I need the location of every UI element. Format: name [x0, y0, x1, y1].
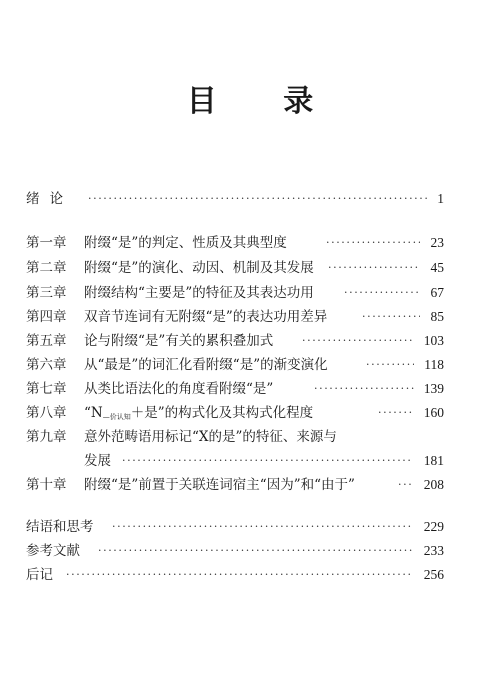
- toc-page-number: 256: [423, 567, 444, 582]
- toc-page-number: 1: [437, 191, 444, 206]
- toc-entry-chapter-9[interactable]: [26, 426, 444, 448]
- toc-page-number: 139: [423, 381, 444, 396]
- leader-dots: [98, 540, 412, 562]
- chapter-label: 第十章: [26, 477, 67, 493]
- leader-dots: [366, 354, 414, 376]
- toc-entry-intro[interactable]: [26, 188, 444, 210]
- chapter-title: 论与附缀“是”有关的累积叠加式: [84, 333, 274, 349]
- leader-dots: [88, 188, 428, 210]
- toc-page-number: 160: [423, 405, 444, 420]
- chapter-title: 双音节连词有无附缀“是”的表达功用差异: [84, 309, 328, 325]
- chapter-title: 从“最是”的词汇化看附缀“是”的渐变演化: [84, 357, 328, 373]
- chapter-label: 第九章: [26, 429, 67, 445]
- toc-entry-conclusion[interactable]: [26, 516, 444, 538]
- leader-dots: [314, 378, 414, 400]
- chapter-label: 第一章: [26, 235, 67, 251]
- leader-dots: [362, 306, 420, 328]
- leader-dots: [398, 474, 412, 496]
- toc-entry-references[interactable]: [26, 540, 444, 562]
- chapter-title: 意外范畴语用标记“X的是”的特征、来源与: [84, 429, 337, 445]
- leader-dots: [302, 330, 412, 352]
- toc-page-number: 229: [423, 519, 444, 534]
- toc-entry-postscript[interactable]: [26, 564, 444, 586]
- leader-dots: [326, 232, 420, 254]
- chapter-title-start: “N: [84, 405, 103, 421]
- toc-entry-chapter-6[interactable]: [26, 354, 444, 376]
- toc-entry-chapter-7[interactable]: [26, 378, 444, 400]
- toc-entry-chapter-2[interactable]: [26, 257, 444, 279]
- chapter-title: 附缀“是”的演化、动因、机制及其发展: [84, 260, 314, 276]
- toc-entry-chapter-1[interactable]: [26, 232, 444, 254]
- chapter-title: 附缀“是”的判定、性质及其典型度: [84, 235, 287, 251]
- toc-page-number: 23: [430, 235, 444, 250]
- chapter-title-continued: 发展: [84, 453, 111, 469]
- toc-page-number: 45: [430, 260, 444, 275]
- chapter-label: 第六章: [26, 357, 67, 373]
- toc-entry-chapter-10[interactable]: [26, 474, 444, 496]
- leader-dots: [112, 516, 412, 538]
- toc-page-number: 85: [430, 309, 444, 324]
- chapter-label: 第二章: [26, 260, 67, 276]
- page-title: 目 录: [186, 84, 342, 119]
- leader-dots: [344, 282, 420, 304]
- toc-entry-chapter-8[interactable]: [26, 402, 444, 424]
- toc-entry-chapter-9-continued[interactable]: [26, 450, 444, 472]
- toc-entry-label: 结语和思考: [26, 519, 94, 535]
- chapter-title: 从类比语法化的角度看附缀“是”: [84, 381, 274, 397]
- toc-page-number: 67: [430, 285, 444, 300]
- chapter-label: 第三章: [26, 285, 67, 301]
- chapter-title-end: ＋是”的构式化及其构式化程度: [130, 405, 314, 421]
- toc-entry-chapter-3[interactable]: [26, 282, 444, 304]
- toc-page-number: 103: [423, 333, 444, 348]
- chapter-label: 第八章: [26, 405, 67, 421]
- chapter-label: 第四章: [26, 309, 67, 325]
- toc-entry-label: 绪论: [26, 191, 73, 207]
- chapter-title: [84, 402, 313, 428]
- toc-entry-label: 后记: [26, 567, 53, 583]
- leader-dots: [328, 257, 420, 279]
- toc-page-number: 208: [423, 477, 444, 492]
- chapter-title-subscript: —价认知: [102, 413, 131, 421]
- chapter-title: 附缀结构“主要是”的特征及其表达功用: [84, 285, 314, 301]
- leader-dots: [66, 564, 412, 586]
- toc-entry-label: 参考文献: [26, 543, 80, 559]
- chapter-label: 第七章: [26, 381, 67, 397]
- chapter-title: 附缀“是”前置于关联连词宿主“因为”和“由于”: [84, 477, 355, 493]
- toc-entry-chapter-5[interactable]: [26, 330, 444, 352]
- toc-page-number: 118: [424, 357, 444, 372]
- chapter-label: 第五章: [26, 333, 67, 349]
- toc-entry-chapter-4[interactable]: [26, 306, 444, 328]
- leader-dots: [122, 450, 412, 472]
- toc-page-number: 233: [423, 543, 444, 558]
- leader-dots: [378, 402, 414, 424]
- toc-page-number: 181: [423, 453, 444, 468]
